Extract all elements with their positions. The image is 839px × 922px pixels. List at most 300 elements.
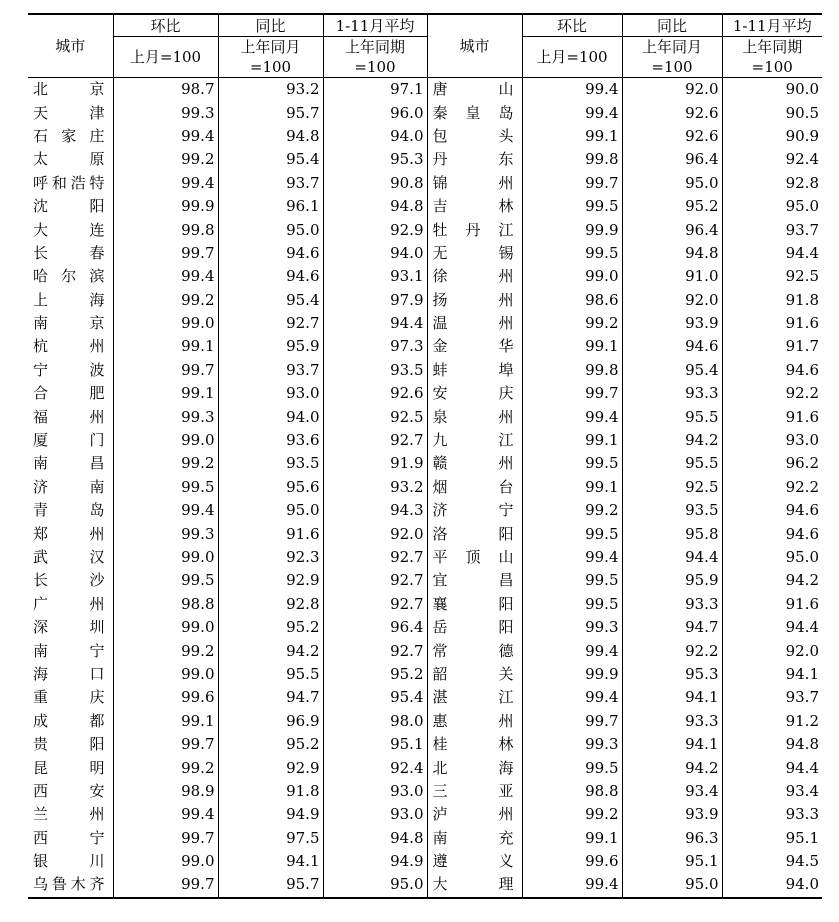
city-name-cell: 长沙 xyxy=(33,571,105,590)
avg-value-cell: 93.7 xyxy=(722,686,822,709)
yoy-value-cell: 93.0 xyxy=(218,382,323,405)
avg-value-cell: 94.8 xyxy=(323,827,427,850)
mom-value-cell: 99.4 xyxy=(522,101,622,124)
city-name-cell: 丹东 xyxy=(427,148,522,171)
yoy-value-cell: 94.6 xyxy=(622,335,722,358)
mom-value-cell: 99.4 xyxy=(522,405,622,428)
mom-value-cell: 99.4 xyxy=(113,172,218,195)
city-name-cell: 乌鲁木齐 xyxy=(28,873,113,897)
avg-value-cell: 90.0 xyxy=(722,78,822,102)
avg-value-cell: 92.5 xyxy=(722,265,822,288)
avg-value-cell: 94.9 xyxy=(323,850,427,873)
yoy-value-cell: 92.3 xyxy=(218,546,323,569)
yoy-value-cell: 95.5 xyxy=(218,663,323,686)
avg-value-cell: 92.5 xyxy=(323,405,427,428)
city-name-cell: 天津 xyxy=(33,103,105,122)
table-row xyxy=(28,780,822,803)
city-name-cell: 扬州 xyxy=(427,289,522,312)
mom-value-cell: 99.9 xyxy=(522,218,622,241)
yoy-value-cell: 94.2 xyxy=(218,639,323,662)
avg-value-cell: 91.6 xyxy=(722,312,822,335)
mom-value-cell: 99.2 xyxy=(113,148,218,171)
yoy-value-cell: 92.6 xyxy=(622,125,722,148)
avg-value-cell: 94.2 xyxy=(722,569,822,592)
mom-value-cell: 99.4 xyxy=(113,125,218,148)
yoy-value-cell: 94.1 xyxy=(218,850,323,873)
avg-value-cell: 96.0 xyxy=(323,101,427,124)
avg-value-cell: 95.1 xyxy=(323,733,427,756)
mom-value-cell: 99.0 xyxy=(113,429,218,452)
yoy-value-cell: 93.4 xyxy=(622,780,722,803)
mom-value-cell: 99.2 xyxy=(522,803,622,826)
city-name-cell: 襄阳 xyxy=(427,593,522,616)
table-row xyxy=(28,803,822,826)
city-name-cell: 合肥 xyxy=(33,384,105,403)
mom-value-cell: 99.1 xyxy=(522,476,622,499)
mom-value-cell: 98.7 xyxy=(113,78,218,102)
mom-value-cell: 99.1 xyxy=(522,125,622,148)
avg-value-cell: 92.0 xyxy=(323,522,427,545)
city-name-cell: 蚌埠 xyxy=(427,359,522,382)
avg-value-cell: 94.6 xyxy=(722,522,822,545)
mom-value-cell: 99.7 xyxy=(522,710,622,733)
mom-column-header: 环比 xyxy=(113,14,218,37)
avg-value-cell: 94.8 xyxy=(722,733,822,756)
yoy-value-cell: 92.7 xyxy=(218,312,323,335)
table-row xyxy=(28,335,822,358)
mom-value-cell: 98.6 xyxy=(522,289,622,312)
avg-value-cell: 95.0 xyxy=(722,195,822,218)
avg-value-cell: 94.4 xyxy=(722,242,822,265)
table-row xyxy=(28,616,822,639)
city-name-cell: 温州 xyxy=(427,312,522,335)
avg-value-cell: 93.0 xyxy=(722,429,822,452)
city-name-cell: 包头 xyxy=(427,125,522,148)
table-row xyxy=(28,850,822,873)
avg-value-cell: 93.0 xyxy=(323,803,427,826)
yoy-value-cell: 95.2 xyxy=(218,733,323,756)
city-name-cell: 湛江 xyxy=(427,686,522,709)
mom-value-cell: 99.7 xyxy=(113,733,218,756)
city-name-cell: 重庆 xyxy=(33,688,105,707)
city-name-cell: 泉州 xyxy=(427,405,522,428)
mom-value-cell: 99.6 xyxy=(522,850,622,873)
avg-value-cell: 94.8 xyxy=(323,195,427,218)
mom-value-cell: 99.1 xyxy=(113,710,218,733)
avg-value-cell: 92.4 xyxy=(323,756,427,779)
yoy-value-cell: 93.9 xyxy=(622,803,722,826)
yoy-value-cell: 93.3 xyxy=(622,710,722,733)
city-name-cell: 北京 xyxy=(33,80,105,99)
yoy-value-cell: 94.7 xyxy=(218,686,323,709)
city-name-cell: 韶关 xyxy=(427,663,522,686)
yoy-value-cell: 95.9 xyxy=(218,335,323,358)
yoy-value-cell: 91.0 xyxy=(622,265,722,288)
mom-value-cell: 99.4 xyxy=(113,265,218,288)
mom-value-cell: 99.0 xyxy=(113,663,218,686)
mom-value-cell: 99.5 xyxy=(522,569,622,592)
city-name-cell: 郑州 xyxy=(33,524,105,543)
mom-value-cell: 99.7 xyxy=(113,827,218,850)
yoy-value-cell: 92.9 xyxy=(218,756,323,779)
avg-value-cell: 91.8 xyxy=(722,289,822,312)
yoy-value-cell: 94.6 xyxy=(218,242,323,265)
avg-value-cell: 95.0 xyxy=(323,873,427,897)
mom-value-cell: 99.3 xyxy=(113,101,218,124)
avg-value-cell: 97.9 xyxy=(323,289,427,312)
avg-value-cell: 94.4 xyxy=(722,756,822,779)
avg-value-cell: 95.4 xyxy=(323,686,427,709)
avg-value-cell: 93.0 xyxy=(323,780,427,803)
yoy-value-cell: 95.4 xyxy=(622,359,722,382)
yoy-value-cell: 92.0 xyxy=(622,78,722,102)
mom-value-cell: 98.9 xyxy=(113,780,218,803)
avg-value-cell: 95.0 xyxy=(722,546,822,569)
city-name-cell: 武汉 xyxy=(33,548,105,566)
avg-value-cell: 97.3 xyxy=(323,335,427,358)
city-name-cell: 锦州 xyxy=(427,172,522,195)
mom-value-cell: 99.1 xyxy=(522,429,622,452)
yoy-value-cell: 94.8 xyxy=(218,125,323,148)
city-name-cell: 昆明 xyxy=(33,758,105,777)
mom-value-cell: 99.6 xyxy=(113,686,218,709)
city-name-cell: 烟台 xyxy=(427,476,522,499)
table-body xyxy=(28,78,822,898)
city-name-cell: 唐山 xyxy=(427,78,522,102)
yoy-value-cell: 92.8 xyxy=(218,593,323,616)
city-name-cell: 福州 xyxy=(33,407,105,426)
yoy-value-cell: 95.9 xyxy=(622,569,722,592)
avg-value-cell: 91.6 xyxy=(722,593,822,616)
city-name-cell: 呼和浩特 xyxy=(33,173,105,192)
table-row xyxy=(28,172,822,195)
table-row xyxy=(28,476,822,499)
mom-value-cell: 98.8 xyxy=(113,593,218,616)
mom-value-cell: 99.5 xyxy=(522,756,622,779)
yoy-value-cell: 94.6 xyxy=(218,265,323,288)
yoy-value-cell: 93.7 xyxy=(218,359,323,382)
avg-value-cell: 96.4 xyxy=(323,616,427,639)
table-row xyxy=(28,289,822,312)
city-name-cell: 济南 xyxy=(33,477,105,496)
city-name-cell: 广州 xyxy=(33,594,105,613)
avg-value-cell: 92.7 xyxy=(323,569,427,592)
yoy-value-cell: 92.5 xyxy=(622,476,722,499)
mom-value-cell: 99.5 xyxy=(113,476,218,499)
avg-value-cell: 93.3 xyxy=(722,803,822,826)
mom-value-cell: 99.5 xyxy=(522,195,622,218)
table-row xyxy=(28,756,822,779)
avg-value-cell: 91.2 xyxy=(722,710,822,733)
mom-value-cell: 99.8 xyxy=(522,148,622,171)
mom-value-cell: 99.4 xyxy=(522,639,622,662)
avg-value-cell: 92.7 xyxy=(323,546,427,569)
yoy-value-cell: 96.3 xyxy=(622,827,722,850)
city-name-cell: 南昌 xyxy=(33,454,105,473)
mom-value-cell: 99.2 xyxy=(113,756,218,779)
avg-value-cell: 94.6 xyxy=(722,499,822,522)
mom-value-cell: 99.7 xyxy=(113,873,218,897)
city-name-cell: 南京 xyxy=(33,314,105,333)
city-name-cell: 牡丹江 xyxy=(427,218,522,241)
table-row xyxy=(28,125,822,148)
yoy-value-cell: 95.2 xyxy=(218,616,323,639)
avg-value-cell: 94.0 xyxy=(323,125,427,148)
mom-value-cell: 99.2 xyxy=(113,639,218,662)
city-name-cell: 厦门 xyxy=(33,431,105,450)
avg-value-cell: 95.3 xyxy=(323,148,427,171)
avg-value-cell: 94.1 xyxy=(722,663,822,686)
table-row xyxy=(28,686,822,709)
yoy-value-cell: 96.4 xyxy=(622,218,722,241)
avg-value-cell: 96.2 xyxy=(722,452,822,475)
table-row xyxy=(28,101,822,124)
avg-value-cell: 92.2 xyxy=(722,476,822,499)
mom-value-cell: 99.3 xyxy=(522,733,622,756)
city-name-cell: 无锡 xyxy=(427,242,522,265)
yoy-value-cell: 95.2 xyxy=(622,195,722,218)
city-name-cell: 沈阳 xyxy=(33,197,105,216)
mom-value-cell: 99.3 xyxy=(113,522,218,545)
mom-value-cell: 99.0 xyxy=(113,616,218,639)
yoy-value-cell: 93.7 xyxy=(218,172,323,195)
city-name-cell: 泸州 xyxy=(427,803,522,826)
city-name-cell: 常德 xyxy=(427,639,522,662)
city-name-cell: 西安 xyxy=(33,781,105,800)
avg-value-cell: 90.5 xyxy=(722,101,822,124)
yoy-value-cell: 93.5 xyxy=(622,499,722,522)
mom-value-cell: 99.3 xyxy=(522,616,622,639)
mom-value-cell: 99.8 xyxy=(113,218,218,241)
avg-value-cell: 90.9 xyxy=(722,125,822,148)
table-row xyxy=(28,569,822,592)
avg-value-cell: 92.9 xyxy=(323,218,427,241)
yoy-value-cell: 95.8 xyxy=(622,522,722,545)
mom-value-cell: 99.4 xyxy=(113,803,218,826)
mom-value-cell: 99.0 xyxy=(113,850,218,873)
mom-value-cell: 99.7 xyxy=(522,172,622,195)
table-row xyxy=(28,593,822,616)
mom-value-cell: 99.4 xyxy=(522,873,622,897)
yoy-value-cell: 94.9 xyxy=(218,803,323,826)
mom-value-cell: 99.5 xyxy=(113,569,218,592)
mom-value-cell: 99.4 xyxy=(522,546,622,569)
city-name-cell: 大理 xyxy=(427,873,522,897)
price-index-table xyxy=(28,13,822,899)
city-name-cell: 南宁 xyxy=(33,641,105,660)
city-name-cell: 成都 xyxy=(33,711,105,730)
city-name-cell: 深圳 xyxy=(33,618,105,637)
table-row xyxy=(28,733,822,756)
table-row xyxy=(28,382,822,405)
city-name-cell: 宁波 xyxy=(33,360,105,379)
yoy-value-cell: 94.8 xyxy=(622,242,722,265)
table-row xyxy=(28,827,822,850)
table-row xyxy=(28,312,822,335)
city-name-cell: 青岛 xyxy=(33,501,105,520)
mom-value-cell: 99.1 xyxy=(113,335,218,358)
avg-value-cell: 93.5 xyxy=(323,359,427,382)
avg-base-header: 上年同期 =100 xyxy=(323,37,427,78)
yoy-value-cell: 94.0 xyxy=(218,405,323,428)
mom-value-cell: 99.0 xyxy=(113,546,218,569)
avg-value-cell: 91.6 xyxy=(722,405,822,428)
yoy-value-cell: 95.6 xyxy=(218,476,323,499)
yoy-value-cell: 95.4 xyxy=(218,148,323,171)
mom-value-cell: 99.2 xyxy=(113,289,218,312)
city-name-cell: 太原 xyxy=(33,150,105,169)
mom-value-cell: 99.1 xyxy=(522,827,622,850)
avg-value-cell: 92.0 xyxy=(722,639,822,662)
table-row xyxy=(28,663,822,686)
avg-value-cell: 90.8 xyxy=(323,172,427,195)
city-name-cell: 银川 xyxy=(33,852,105,871)
city-name-cell: 石家庄 xyxy=(33,126,105,145)
table-row xyxy=(28,873,822,897)
city-name-cell: 桂林 xyxy=(427,733,522,756)
yoy-value-cell: 93.9 xyxy=(622,312,722,335)
table-row xyxy=(28,359,822,382)
avg-value-cell: 93.1 xyxy=(323,265,427,288)
mom-value-cell: 99.5 xyxy=(522,242,622,265)
city-name-cell: 洛阳 xyxy=(427,522,522,545)
table-row xyxy=(28,499,822,522)
yoy-value-cell: 95.5 xyxy=(622,405,722,428)
yoy-value-cell: 95.7 xyxy=(218,101,323,124)
avg-value-cell: 95.1 xyxy=(722,827,822,850)
yoy-value-cell: 93.6 xyxy=(218,429,323,452)
mom-value-cell: 99.2 xyxy=(522,312,622,335)
avg-value-cell: 94.0 xyxy=(323,242,427,265)
table-row xyxy=(28,242,822,265)
city-name-cell: 秦皇岛 xyxy=(427,101,522,124)
yoy-value-cell: 91.6 xyxy=(218,522,323,545)
avg-value-cell: 91.9 xyxy=(323,452,427,475)
yoy-value-cell: 95.7 xyxy=(218,873,323,897)
avg-value-cell: 92.7 xyxy=(323,429,427,452)
table-row xyxy=(28,148,822,171)
yoy-value-cell: 92.2 xyxy=(622,639,722,662)
mom-value-cell: 99.9 xyxy=(113,195,218,218)
avg-base-header: 上年同期 =100 xyxy=(722,37,822,78)
avg-value-cell: 92.8 xyxy=(722,172,822,195)
yoy-value-cell: 95.3 xyxy=(622,663,722,686)
mom-value-cell: 98.8 xyxy=(522,780,622,803)
yoy-value-cell: 94.2 xyxy=(622,756,722,779)
yoy-value-cell: 95.0 xyxy=(218,218,323,241)
yoy-value-cell: 94.1 xyxy=(622,686,722,709)
avg-value-cell: 94.3 xyxy=(323,499,427,522)
avg-value-cell: 93.4 xyxy=(722,780,822,803)
avg-value-cell: 92.4 xyxy=(722,148,822,171)
yoy-value-cell: 96.9 xyxy=(218,710,323,733)
yoy-value-cell: 94.7 xyxy=(622,616,722,639)
city-column-header: 城市 xyxy=(28,14,113,78)
city-name-cell: 金华 xyxy=(427,335,522,358)
avg-value-cell: 91.7 xyxy=(722,335,822,358)
table-row xyxy=(28,429,822,452)
city-name-cell: 赣州 xyxy=(427,452,522,475)
mom-value-cell: 99.4 xyxy=(522,78,622,102)
yoy-value-cell: 97.5 xyxy=(218,827,323,850)
mom-value-cell: 99.9 xyxy=(522,663,622,686)
yoy-value-cell: 95.0 xyxy=(218,499,323,522)
city-name-cell: 大连 xyxy=(33,220,105,239)
table-row xyxy=(28,265,822,288)
yoy-value-cell: 96.1 xyxy=(218,195,323,218)
avg-value-cell: 92.7 xyxy=(323,593,427,616)
yoy-value-cell: 94.2 xyxy=(622,429,722,452)
city-name-cell: 徐州 xyxy=(427,265,522,288)
city-name-cell: 安庆 xyxy=(427,382,522,405)
yoy-value-cell: 94.1 xyxy=(622,733,722,756)
city-name-cell: 遵义 xyxy=(427,850,522,873)
table-row xyxy=(28,218,822,241)
yoy-value-cell: 92.6 xyxy=(622,101,722,124)
avg-column-header: 1-11月平均 xyxy=(323,14,427,37)
yoy-value-cell: 95.0 xyxy=(622,172,722,195)
avg-value-cell: 92.6 xyxy=(323,382,427,405)
yoy-value-cell: 91.8 xyxy=(218,780,323,803)
mom-value-cell: 99.8 xyxy=(522,359,622,382)
yoy-base-header: 上年同月 =100 xyxy=(622,37,722,78)
avg-value-cell: 93.2 xyxy=(323,476,427,499)
city-name-cell: 惠州 xyxy=(427,710,522,733)
yoy-value-cell: 95.5 xyxy=(622,452,722,475)
mom-value-cell: 99.2 xyxy=(522,499,622,522)
avg-value-cell: 94.5 xyxy=(722,850,822,873)
mom-value-cell: 99.2 xyxy=(113,452,218,475)
mom-value-cell: 99.4 xyxy=(113,499,218,522)
mom-value-cell: 99.5 xyxy=(522,593,622,616)
avg-value-cell: 98.0 xyxy=(323,710,427,733)
city-name-cell: 西宁 xyxy=(33,828,105,847)
table-row xyxy=(28,546,822,569)
yoy-value-cell: 93.2 xyxy=(218,78,323,102)
city-name-cell: 宜昌 xyxy=(427,569,522,592)
avg-value-cell: 92.2 xyxy=(722,382,822,405)
table-header xyxy=(28,14,822,78)
mom-value-cell: 99.0 xyxy=(522,265,622,288)
avg-value-cell: 92.7 xyxy=(323,639,427,662)
avg-value-cell: 93.7 xyxy=(722,218,822,241)
avg-value-cell: 94.0 xyxy=(722,873,822,897)
city-name-cell: 海口 xyxy=(33,664,105,683)
yoy-value-cell: 94.4 xyxy=(622,546,722,569)
city-name-cell: 兰州 xyxy=(33,805,105,824)
mom-value-cell: 99.0 xyxy=(113,312,218,335)
mom-value-cell: 99.7 xyxy=(113,242,218,265)
city-name-cell: 岳阳 xyxy=(427,616,522,639)
table-row xyxy=(28,639,822,662)
mom-base-header: 上月=100 xyxy=(522,37,622,78)
mom-value-cell: 99.7 xyxy=(522,382,622,405)
table-row xyxy=(28,195,822,218)
city-name-cell: 九江 xyxy=(427,429,522,452)
city-name-cell: 南充 xyxy=(427,827,522,850)
mom-value-cell: 99.1 xyxy=(522,335,622,358)
city-name-cell: 上海 xyxy=(33,290,105,309)
avg-value-cell: 95.2 xyxy=(323,663,427,686)
mom-value-cell: 99.5 xyxy=(522,522,622,545)
city-name-cell: 平顶山 xyxy=(427,546,522,569)
avg-value-cell: 94.4 xyxy=(323,312,427,335)
yoy-column-header: 同比 xyxy=(622,14,722,37)
yoy-value-cell: 95.1 xyxy=(622,850,722,873)
yoy-column-header: 同比 xyxy=(218,14,323,37)
city-name-cell: 北海 xyxy=(427,756,522,779)
mom-value-cell: 99.1 xyxy=(113,382,218,405)
